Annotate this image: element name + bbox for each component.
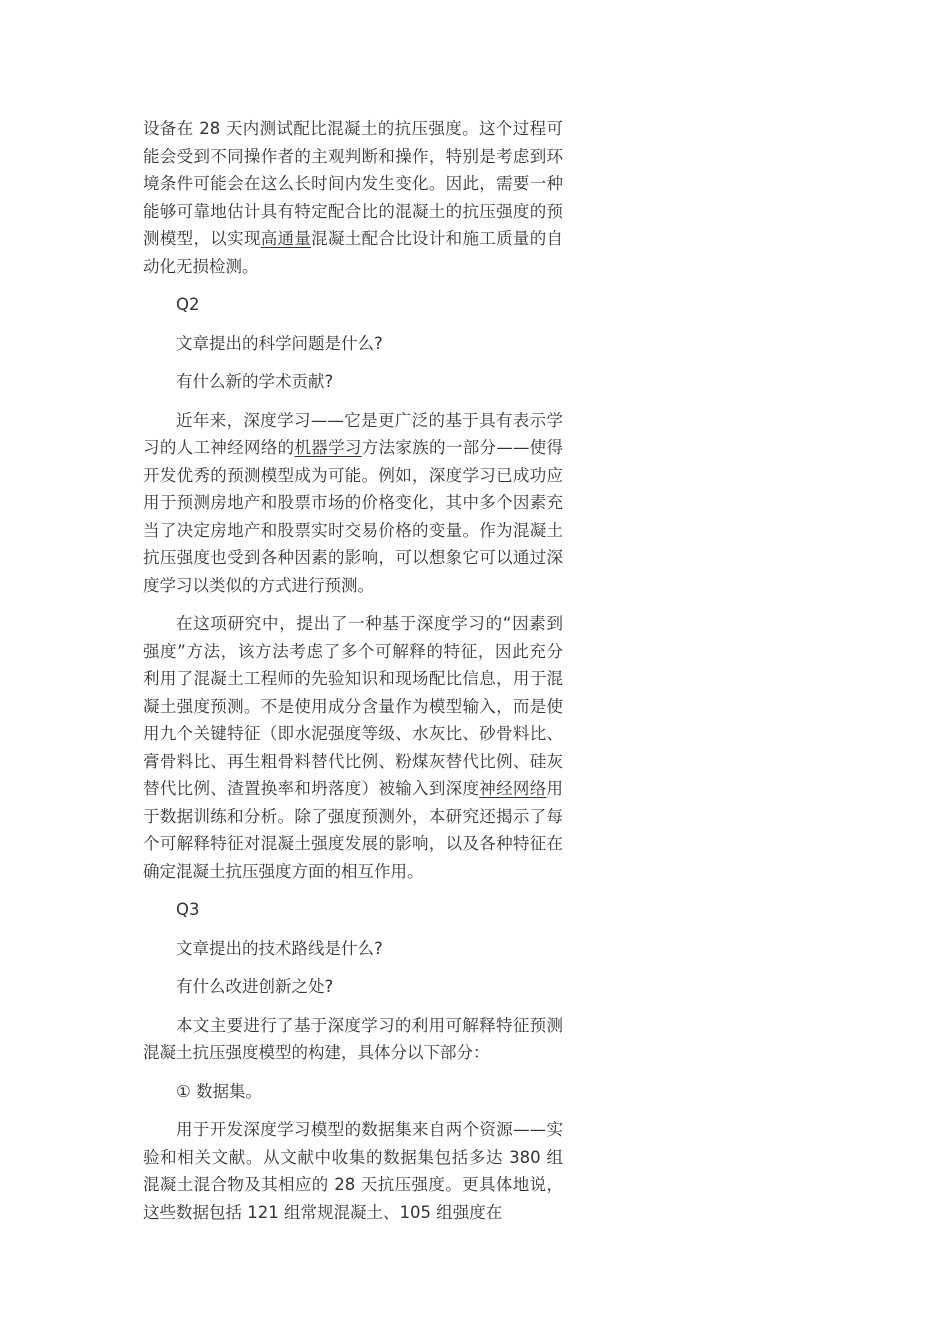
paragraph-deep-learning bbox=[143, 407, 563, 600]
question-technical-route: 文章提出的技术路线是什么? bbox=[176, 938, 383, 958]
question-scientific-problem: 文章提出的科学问题是什么? bbox=[176, 333, 383, 353]
paragraph-text: 用于数据训练和分析。除了强度预测外，本研究还揭示了每个可解释特征对混凝土强度发展的影响，以及各种特征在确定混凝土抗压强度方面的相互作用。 bbox=[143, 779, 563, 881]
paragraph-overview: 本文主要进行了基于深度学习的利用可解释特征预测混凝土抗压强度模型的构建，具体分以下部分： bbox=[143, 1015, 563, 1062]
section-label-q3: Q3 bbox=[176, 900, 200, 919]
link-neural-network[interactable]: 神经网络 bbox=[479, 779, 547, 798]
article-body bbox=[143, 115, 563, 1237]
paragraph-dataset: 用于开发深度学习模型的数据集来自两个资源——实验和相关文献。从文献中收集的数据集包括多达 380 组混凝土混合物及其相应的 28 天抗压强度。更具体地说，这些数据包括 121 组常规混凝土、105 组强度在 bbox=[143, 1120, 563, 1222]
question-academic-contribution: 有什么新的学术贡献? bbox=[176, 372, 334, 391]
paragraph-text: 方法家族的一部分——使得开发优秀的预测模型成为可能。例如，深度学习已成功应用于预测房地产和股票市场的价格变化，其中多个因素充当了决定房地产和股票实时交易价格的变量。作为混凝土抗压强度也受到各种因素的影响，可以想象它可以通过深度学习以类似的方式进行预测。 bbox=[143, 438, 564, 595]
link-machine-learning[interactable]: 机器学习 bbox=[294, 438, 362, 457]
link-high-throughput[interactable]: 高通量 bbox=[260, 229, 312, 248]
paragraph-text: 设备在 28 天内测试配比混凝土的抗压强度。这个过程可能会受到不同操作者的主观判断和操作，特别是考虑到环境条件可能会在这么长时间内发生变化。因此，需要一种能够可靠地估计具有特定配合比的混凝土的抗压强度的预测模型，以实现 bbox=[143, 119, 563, 248]
paragraph-text: 混凝土配合比设计和施工质量的自动化无损检测。 bbox=[143, 229, 563, 276]
paragraph-text: 在这项研究中，提出了一种基于深度学习的“因素到强度”方法，该方法考虑了多个可解释的特征，因此充分利用了混凝土工程师的先验知识和现场配比信息，用于混凝土强度预测。不是使用成分含量作为模型输入，而是使用九个关键特征（即水泥强度等级、水灰比、砂骨料比、膏骨料比、再生粗骨料替代比例、粉煤灰替代比例、硅灰替代比例、渣置换率和坍落度）被输入到深度 bbox=[143, 614, 563, 798]
section-label-q2: Q2 bbox=[176, 295, 200, 314]
paragraph-method bbox=[143, 610, 563, 885]
list-item-dataset: ① 数据集。 bbox=[176, 1081, 263, 1101]
paragraph-text: 近年来，深度学习——它是更广泛的基于具有表示学习的人工神经网络的 bbox=[143, 410, 563, 457]
question-innovation: 有什么改进创新之处? bbox=[176, 977, 334, 996]
paragraph-intro bbox=[143, 115, 563, 280]
